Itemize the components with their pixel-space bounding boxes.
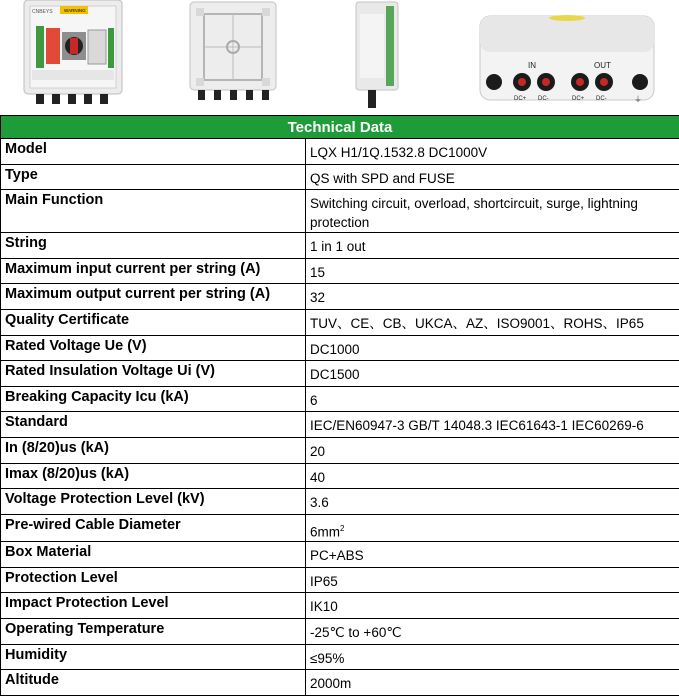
table-row <box>1 619 679 645</box>
combiner-box-front-photo <box>22 0 126 110</box>
row-key: Standard <box>1 412 306 438</box>
row-key: Protection Level <box>1 567 306 593</box>
cable-diameter-value: 6mm <box>310 524 340 540</box>
table-row <box>1 412 679 438</box>
combiner-box-side-photo <box>350 0 406 112</box>
product-photos <box>0 0 679 114</box>
in-port-dcminus: DC- <box>538 96 549 102</box>
row-key: String <box>1 233 306 259</box>
table-row <box>1 514 679 542</box>
table-title: Technical Data <box>1 116 679 139</box>
table-row <box>1 361 679 387</box>
row-value: IEC/EN60947-3 GB/T 14048.3 IEC61643-1 IEC60269-6 <box>306 412 679 438</box>
ground-symbol-icon: ⏚ <box>634 95 642 104</box>
table-row <box>1 463 679 489</box>
row-key: Operating Temperature <box>1 619 306 645</box>
row-key: Main Function <box>1 190 306 233</box>
row-key: Humidity <box>1 644 306 670</box>
row-key: Box Material <box>1 542 306 568</box>
row-value: LQX H1/1Q.1532.8 DC1000V <box>306 139 679 165</box>
table-row <box>1 139 679 165</box>
row-key: Altitude <box>1 670 306 696</box>
table-row <box>1 644 679 670</box>
row-value <box>306 514 679 542</box>
table-row <box>1 567 679 593</box>
superscript-two: 2 <box>340 523 345 533</box>
table-row <box>1 489 679 515</box>
row-value: -25℃ to +60℃ <box>306 619 679 645</box>
row-key: Rated Insulation Voltage Ui (V) <box>1 361 306 387</box>
row-value: IP65 <box>306 567 679 593</box>
row-key: Imax (8/20)us (kA) <box>1 463 306 489</box>
table-row <box>1 258 679 284</box>
row-key: Quality Certificate <box>1 309 306 335</box>
out-port-dcminus: DC- <box>596 96 607 102</box>
row-key: Model <box>1 139 306 165</box>
row-value: DC1000 <box>306 335 679 361</box>
row-value: 2000m <box>306 670 679 696</box>
combiner-box-bottom-photo <box>476 12 658 106</box>
table-row <box>1 233 679 259</box>
in-label: IN <box>528 61 536 70</box>
table-row <box>1 542 679 568</box>
row-value: IK10 <box>306 593 679 619</box>
table-row <box>1 593 679 619</box>
table-row <box>1 284 679 310</box>
warning-label: WARNING <box>64 8 86 13</box>
table-row <box>1 386 679 412</box>
out-label: OUT <box>594 61 611 70</box>
row-value: 1 in 1 out <box>306 233 679 259</box>
row-value: 20 <box>306 437 679 463</box>
table-row <box>1 164 679 190</box>
out-port-dcplus: DC+ <box>572 96 585 102</box>
in-port-dcplus: DC+ <box>514 96 527 102</box>
row-key: Type <box>1 164 306 190</box>
row-value: TUV、CE、CB、UKCA、AZ、ISO9001、ROHS、IP65 <box>306 309 679 335</box>
row-key: Maximum input current per string (A) <box>1 258 306 284</box>
row-value: 6 <box>306 386 679 412</box>
row-value: ≤95% <box>306 644 679 670</box>
table-row <box>1 309 679 335</box>
row-key: Breaking Capacity Icu (kA) <box>1 386 306 412</box>
row-value: PC+ABS <box>306 542 679 568</box>
table-row <box>1 190 679 233</box>
table-row <box>1 670 679 696</box>
row-value: QS with SPD and FUSE <box>306 164 679 190</box>
row-value: DC1500 <box>306 361 679 387</box>
row-value: 3.6 <box>306 489 679 515</box>
combiner-box-back-photo <box>186 0 280 108</box>
table-row <box>1 437 679 463</box>
row-key: In (8/20)us (kA) <box>1 437 306 463</box>
row-key: Rated Voltage Ue (V) <box>1 335 306 361</box>
row-value: Switching circuit, overload, shortcircuit, surge, lightning protection <box>306 190 679 233</box>
row-value: 32 <box>306 284 679 310</box>
row-value: 40 <box>306 463 679 489</box>
technical-data-table <box>0 115 679 696</box>
table-row <box>1 335 679 361</box>
row-key: Impact Protection Level <box>1 593 306 619</box>
row-key: Maximum output current per string (A) <box>1 284 306 310</box>
row-key: Voltage Protection Level (kV) <box>1 489 306 515</box>
brand-text: CNBEYS <box>32 9 53 15</box>
row-value: 15 <box>306 258 679 284</box>
row-key: Pre-wired Cable Diameter <box>1 514 306 542</box>
